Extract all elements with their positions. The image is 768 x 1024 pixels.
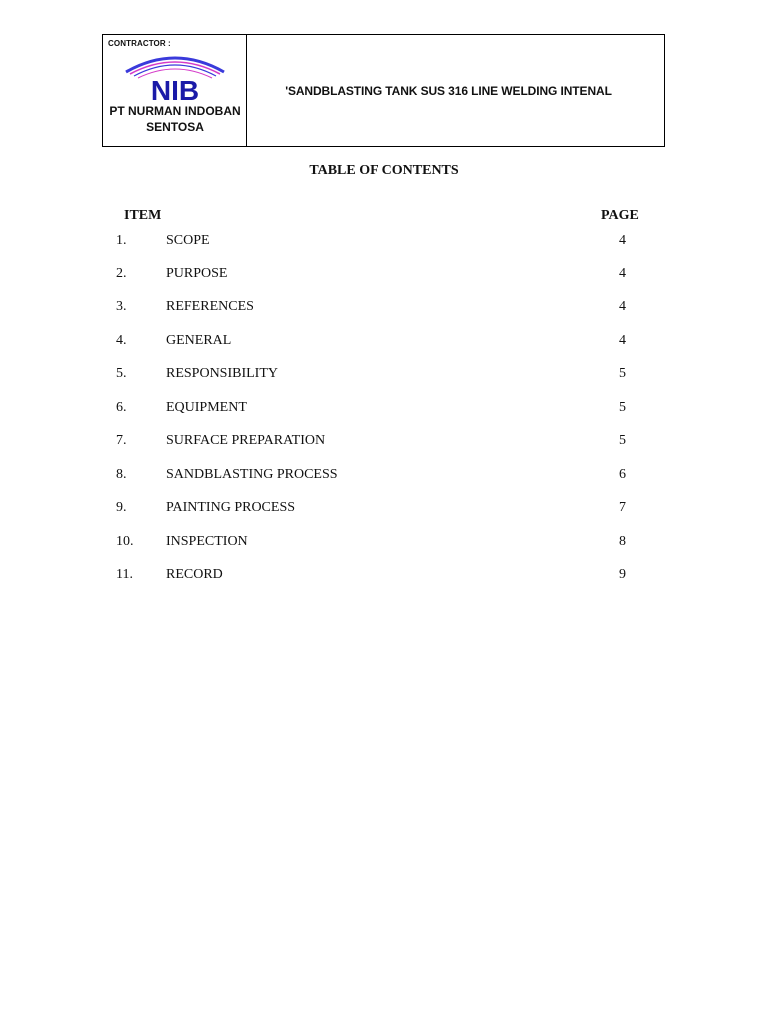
toc-row-number: 1.: [116, 233, 127, 248]
toc-row-number: 3.: [116, 299, 127, 314]
toc-row-label: RESPONSIBILITY: [166, 366, 279, 381]
toc-row: [0, 333, 768, 353]
company-name-line1: PT NURMAN INDOBAN: [109, 104, 241, 118]
toc-row-label: PAINTING PROCESS: [166, 500, 296, 515]
toc-row-label: SCOPE: [166, 233, 210, 248]
toc-row: [0, 433, 768, 453]
toc-row-number: 5.: [116, 366, 127, 381]
toc-row-number: 7.: [116, 433, 127, 448]
toc-row-page: 4: [619, 333, 626, 348]
toc-row-page: 4: [619, 299, 626, 314]
toc-row: [0, 233, 768, 253]
toc-row-page: 8: [619, 534, 626, 549]
toc-row-page: 9: [619, 567, 626, 582]
toc-row-label: EQUIPMENT: [166, 400, 247, 415]
toc-row-number: 11.: [116, 567, 133, 582]
toc-row: [0, 567, 768, 587]
toc-row-page: 5: [619, 366, 626, 381]
item-column-header: ITEM: [124, 208, 162, 223]
toc-row-label: REFERENCES: [166, 299, 254, 314]
toc-row-number: 2.: [116, 266, 127, 281]
document-title: 'SANDBLASTING TANK SUS 316 LINE WELDING INTENAL: [285, 83, 612, 98]
toc-row-page: 5: [619, 433, 626, 448]
toc-row-label: SANDBLASTING PROCESS: [166, 467, 338, 482]
toc-title: TABLE OF CONTENTS: [309, 163, 459, 178]
toc-row-page: 5: [619, 400, 626, 415]
toc-row-label: SURFACE PREPARATION: [166, 433, 326, 448]
contractor-label: CONTRACTOR :: [108, 39, 171, 48]
page-column-header: PAGE: [601, 208, 639, 223]
toc-row: [0, 534, 768, 554]
company-name-line2: SENTOSA: [146, 120, 204, 134]
toc-row-label: INSPECTION: [166, 534, 248, 549]
toc-row-label: RECORD: [166, 567, 223, 582]
logo-text: NIB: [150, 75, 200, 104]
toc-row: [0, 266, 768, 286]
toc-row: [0, 500, 768, 520]
toc-row-page: 7: [619, 500, 626, 515]
toc-row-label: GENERAL: [166, 333, 232, 348]
toc-row-number: 10.: [116, 534, 134, 549]
toc-row-page: 4: [619, 233, 626, 248]
toc-row-page: 6: [619, 467, 626, 482]
toc-row-number: 8.: [116, 467, 127, 482]
toc-row-page: 4: [619, 266, 626, 281]
toc-row: [0, 400, 768, 420]
toc-row-number: 6.: [116, 400, 127, 415]
toc-row: [0, 366, 768, 386]
toc-row: [0, 299, 768, 319]
toc-row: [0, 467, 768, 487]
toc-row-label: PURPOSE: [166, 266, 228, 281]
toc-row-number: 4.: [116, 333, 127, 348]
toc-row-number: 9.: [116, 500, 127, 515]
